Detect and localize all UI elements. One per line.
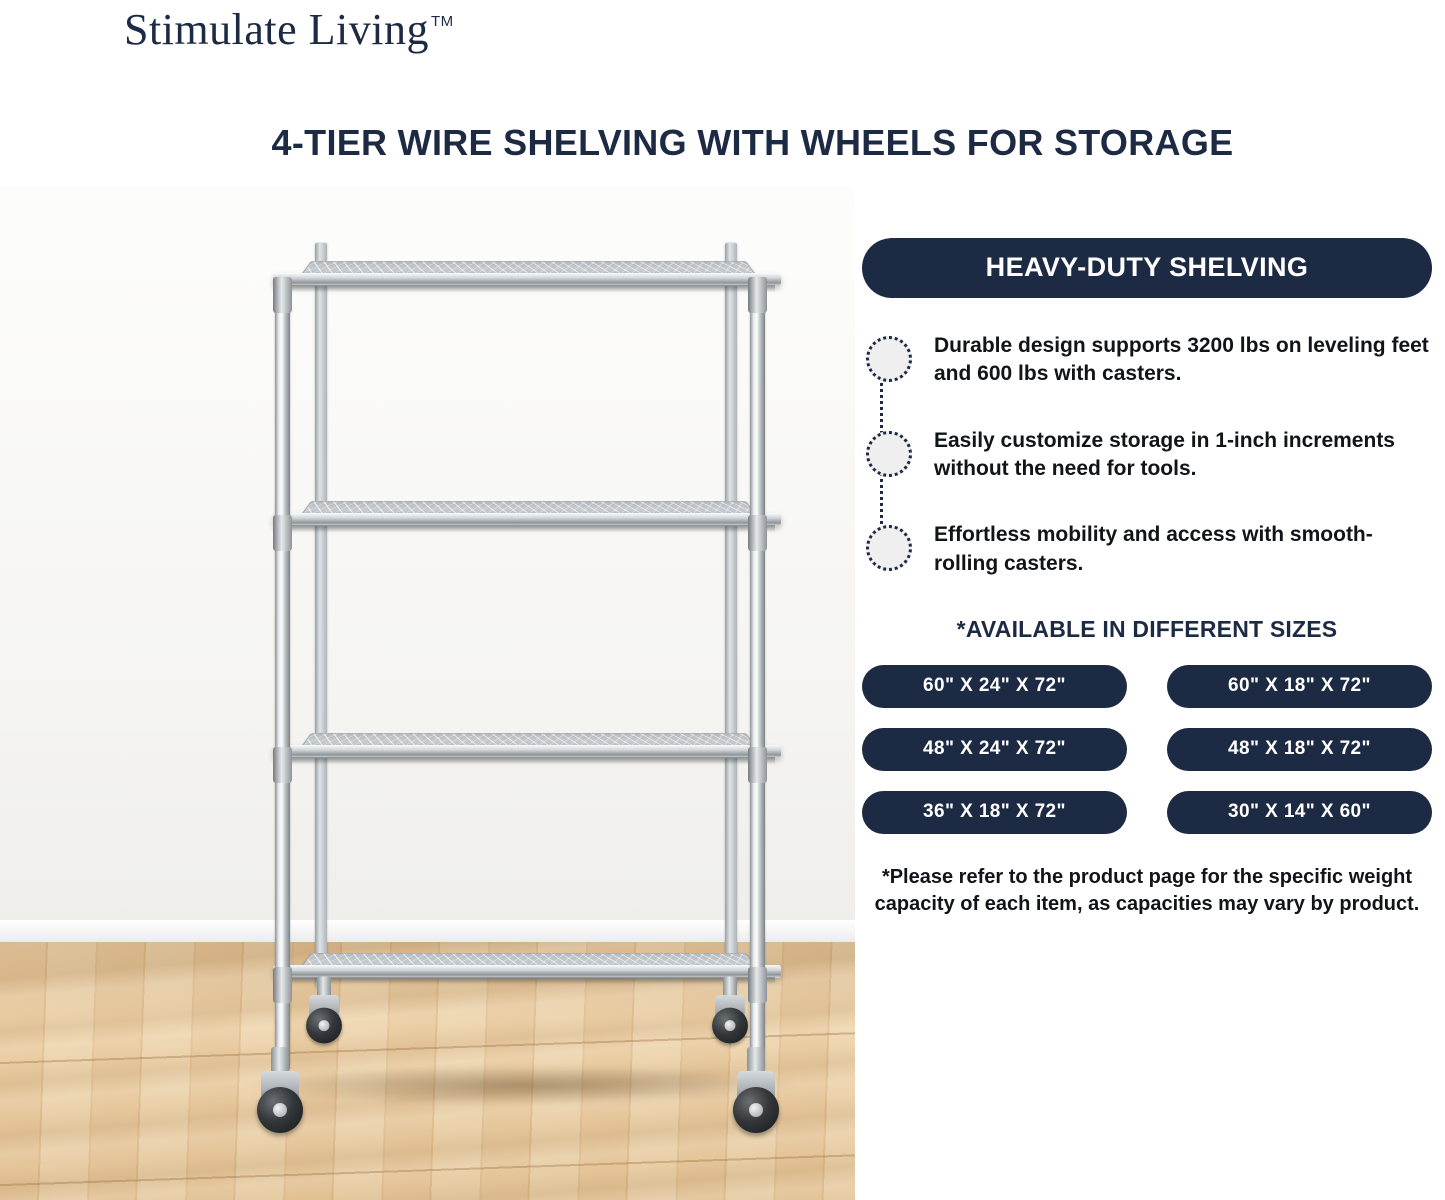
feature-list: [862, 332, 1432, 578]
trademark-symbol: TM: [430, 13, 454, 30]
shelf-underside: [279, 525, 775, 532]
size-option: 60" X 18" X 72": [1167, 665, 1432, 708]
caster-hub: [749, 1103, 763, 1117]
caster-front-right: [733, 1047, 779, 1133]
size-option: 60" X 24" X 72": [862, 665, 1127, 708]
shelf-underside: [279, 285, 775, 292]
post-back-left: [315, 243, 327, 988]
shelf-sleeve: [748, 515, 767, 551]
shelf-tier-2: [255, 473, 800, 537]
shelf-sleeve: [748, 747, 767, 783]
bullet-circle-icon: [866, 336, 912, 382]
shelf-tier-3: [255, 705, 800, 769]
size-option: 48" X 24" X 72": [862, 728, 1127, 771]
feature-item-1: [934, 332, 1432, 389]
feature-item-2: [934, 427, 1432, 484]
brand-name: Stimulate Living: [124, 5, 429, 54]
caster-back-right: [712, 976, 748, 1043]
shelf-sleeve: [748, 967, 767, 1003]
feature-text: Effortless mobility and access with smooth-rolling casters.: [934, 523, 1373, 575]
shelf-underside: [279, 977, 775, 984]
shelf-sleeve: [273, 515, 292, 551]
sizes-heading: *AVAILABLE IN DIFFERENT SIZES: [956, 616, 1338, 643]
shelf-sleeve: [273, 747, 292, 783]
shelf-underside: [279, 757, 775, 764]
panel-title: HEAVY-DUTY SHELVING: [862, 238, 1432, 298]
caster-hub: [273, 1103, 287, 1117]
size-option: 36" X 18" X 72": [862, 791, 1127, 834]
post-front-right: [750, 280, 765, 1070]
size-options-grid: [862, 665, 1432, 834]
feature-item-3: [934, 521, 1432, 578]
page-title: 4-TIER WIRE SHELVING WITH WHEELS FOR STORAGE: [271, 122, 1234, 163]
post-back-right: [725, 243, 737, 988]
size-option: 48" X 18" X 72": [1167, 728, 1432, 771]
shelf-sleeve: [748, 277, 767, 313]
disclaimer-text: *Please refer to the product page for the specific weight capacity of each item, as capacities may vary by product.: [874, 866, 1420, 916]
shelf-sleeve: [273, 277, 292, 313]
shelf-tier-1: [255, 233, 800, 297]
shelf-sleeve: [273, 967, 292, 1003]
bullet-circle-icon: [866, 525, 912, 571]
info-panel: [862, 238, 1432, 918]
brand-wordmark: [124, 4, 454, 55]
feature-text: Durable design supports 3200 lbs on leveling feet and 600 lbs with casters.: [934, 334, 1429, 386]
product-photo: [0, 185, 855, 1200]
bullet-circle-icon: [866, 431, 912, 477]
caster-front-left: [257, 1047, 303, 1133]
caster-hub: [319, 1020, 330, 1031]
feature-text: Easily customize storage in 1-inch increments without the need for tools.: [934, 428, 1395, 481]
size-option: 30" X 14" X 60": [1167, 791, 1432, 834]
caster-hub: [725, 1020, 736, 1031]
caster-back-left: [306, 976, 342, 1043]
post-front-left: [275, 280, 290, 1070]
wire-shelving-unit: [255, 225, 800, 1105]
